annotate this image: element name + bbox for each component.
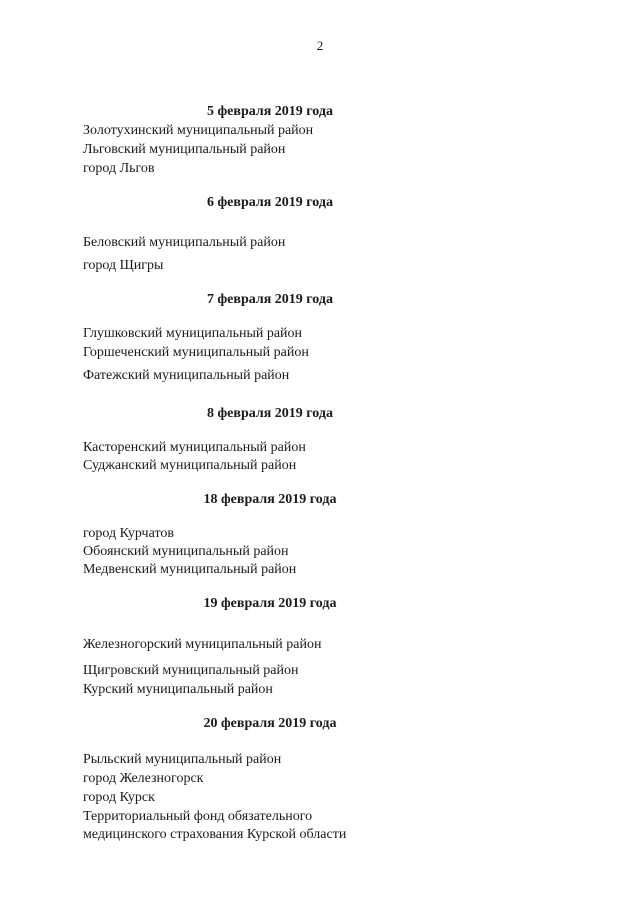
section-date-heading: 5 февраля 2019 года — [207, 104, 333, 119]
list-item: Обоянский муниципальный район — [83, 544, 289, 559]
list-item: Беловский муниципальный район — [83, 235, 286, 250]
section-date-heading: 20 февраля 2019 года — [203, 716, 337, 731]
list-item: Курский муниципальный район — [83, 682, 273, 697]
list-item: город Курчатов — [83, 526, 174, 541]
section-date-heading: 8 февраля 2019 года — [207, 406, 333, 421]
list-item: Рыльский муниципальный район — [83, 752, 282, 767]
list-item: Льговский муниципальный район — [83, 142, 286, 157]
list-item: Касторенский муниципальный район — [83, 440, 306, 455]
list-item: город Щигры — [83, 258, 164, 273]
list-item: Территориальный фонд обязательного — [83, 809, 313, 824]
list-item: Золотухинский муниципальный район — [83, 123, 314, 138]
list-item: город Железногорск — [83, 771, 204, 786]
list-item: Глушковский муниципальный район — [83, 326, 303, 341]
list-item: Железногорский муниципальный район — [83, 637, 322, 652]
list-item: Суджанский муниципальный район — [83, 458, 297, 473]
section-date-heading: 18 февраля 2019 года — [203, 492, 337, 507]
list-item: медицинского страхования Курской области — [83, 827, 347, 842]
list-item: Щигровский муниципальный район — [83, 663, 299, 678]
list-item: город Курск — [83, 790, 155, 805]
list-item: Фатежский муниципальный район — [83, 368, 290, 383]
list-item: Медвенский муниципальный район — [83, 562, 297, 577]
list-item: Горшеченский муниципальный район — [83, 345, 309, 360]
section-date-heading: 6 февраля 2019 года — [207, 195, 333, 210]
section-date-heading: 7 февраля 2019 года — [207, 292, 333, 307]
page-number: 2 — [316, 38, 324, 53]
list-item: город Льгов — [83, 161, 155, 176]
section-date-heading: 19 февраля 2019 года — [203, 596, 337, 611]
